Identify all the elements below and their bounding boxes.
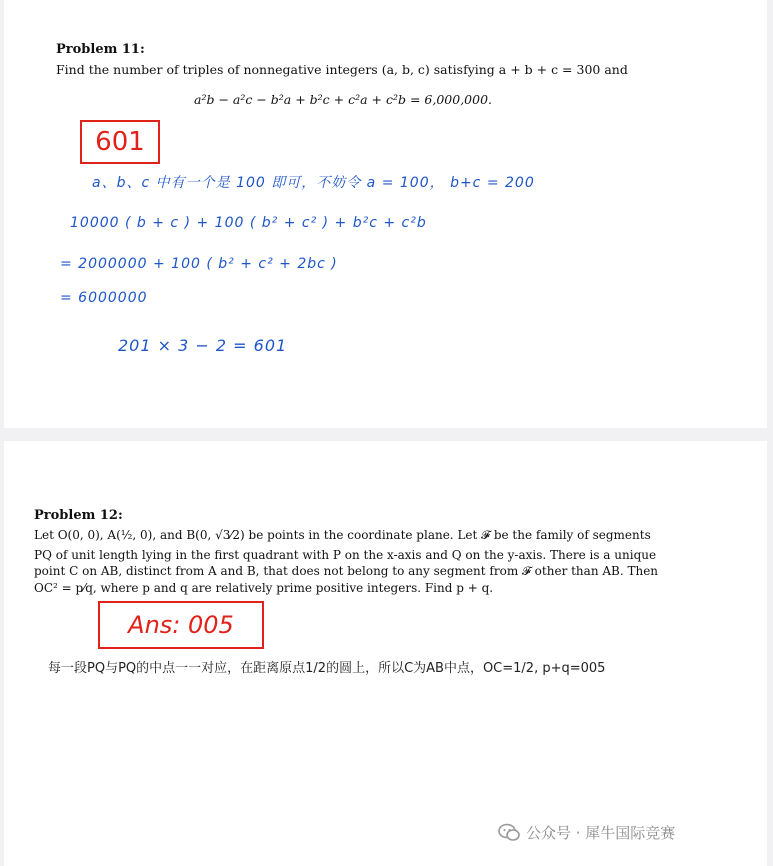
problem-12-line-1: Let O(0, 0), A(½, 0), and B(0, √3⁄2) be points in the coordinate plane. Let 𝓕 be the family of segments (34, 528, 651, 542)
hand-line-2: 10000 ( b + c ) + 100 ( b² + c² ) + b²c + c²b (70, 215, 427, 231)
problem-11-equation: a²b − a²c − b²a + b²c + c²a + c²b = 6,000,000. (194, 92, 492, 107)
wechat-icon (498, 823, 520, 843)
problem-11-title: Problem 11: (56, 42, 145, 57)
answer-box-005: Ans: 005 (98, 601, 264, 649)
hand-line-3: = 2000000 + 100 ( b² + c² + 2bc ) (60, 256, 338, 272)
problem-11-statement: Find the number of triples of nonnegative integers (a, b, c) satisfying a + b + c = 300 and (56, 62, 628, 77)
problem-12-title: Problem 12: (34, 508, 123, 523)
page-2 (4, 441, 767, 866)
watermark (498, 822, 675, 843)
problem-12-line-3: point C on AB, distinct from A and B, that does not belong to any segment from 𝓕 other than AB. Then (34, 564, 659, 578)
page-1 (4, 0, 767, 428)
problem-12-explanation: 每一段PQ与PQ的中点一一对应，在距离原点1/2的圆上，所以C为AB中点，OC=1/2, p+q=005 (48, 661, 606, 676)
hand-line-5: 201 × 3 − 2 = 601 (118, 336, 288, 355)
watermark-text: 公众号 · 犀牛国际竞赛 (526, 824, 676, 842)
answer-box-601: 601 (80, 120, 160, 164)
hand-line-4: = 6000000 (60, 290, 148, 306)
problem-12-line-4: OC² = p⁄q, where p and q are relatively prime positive integers. Find p + q. (34, 581, 494, 595)
hand-line-1: a、b、c 中有一个是 100 即可，不妨令 a = 100， b+c = 200 (92, 175, 535, 191)
problem-12-line-2: PQ of unit length lying in the first quadrant with P on the x-axis and Q on the y-axis. There is a unique (34, 548, 657, 562)
